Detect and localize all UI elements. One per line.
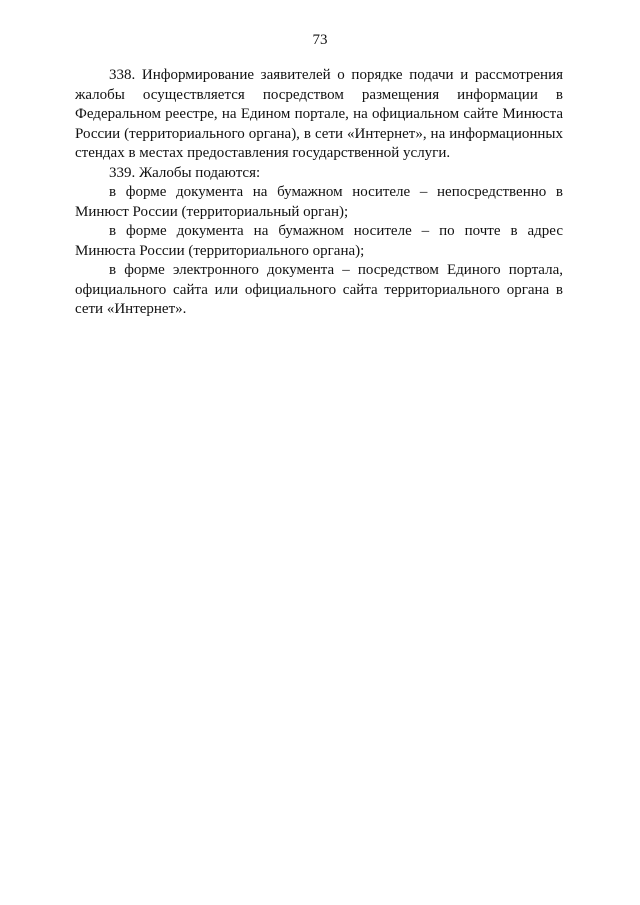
- list-item-paper-direct: в форме документа на бумажном носителе – непосредственно в Минюст России (территориальный орган);: [75, 184, 563, 220]
- paragraph-339-heading: 339. Жалобы подаются:: [109, 164, 261, 181]
- document-body: [75, 66, 563, 320]
- page-number: 73: [312, 32, 328, 48]
- list-item-electronic: в форме электронного документа – посредством Единого портала, официального сайта или официального сайта территориального органа в сети «Интернет».: [75, 262, 563, 317]
- list-item-paper-mail: в форме документа на бумажном носителе – по почте в адрес Минюста России (территориального органа);: [75, 223, 563, 259]
- paragraph-338: 338. Информирование заявителей о порядке подачи и рассмотрения жалобы осуществляется посредством размещения информации в Федеральном реестре, на Едином портале, на официальном сайте Минюста России (территориального органа), в сети «Интернет», на информационных стендах в местах предоставления государственной услуги.: [75, 67, 563, 161]
